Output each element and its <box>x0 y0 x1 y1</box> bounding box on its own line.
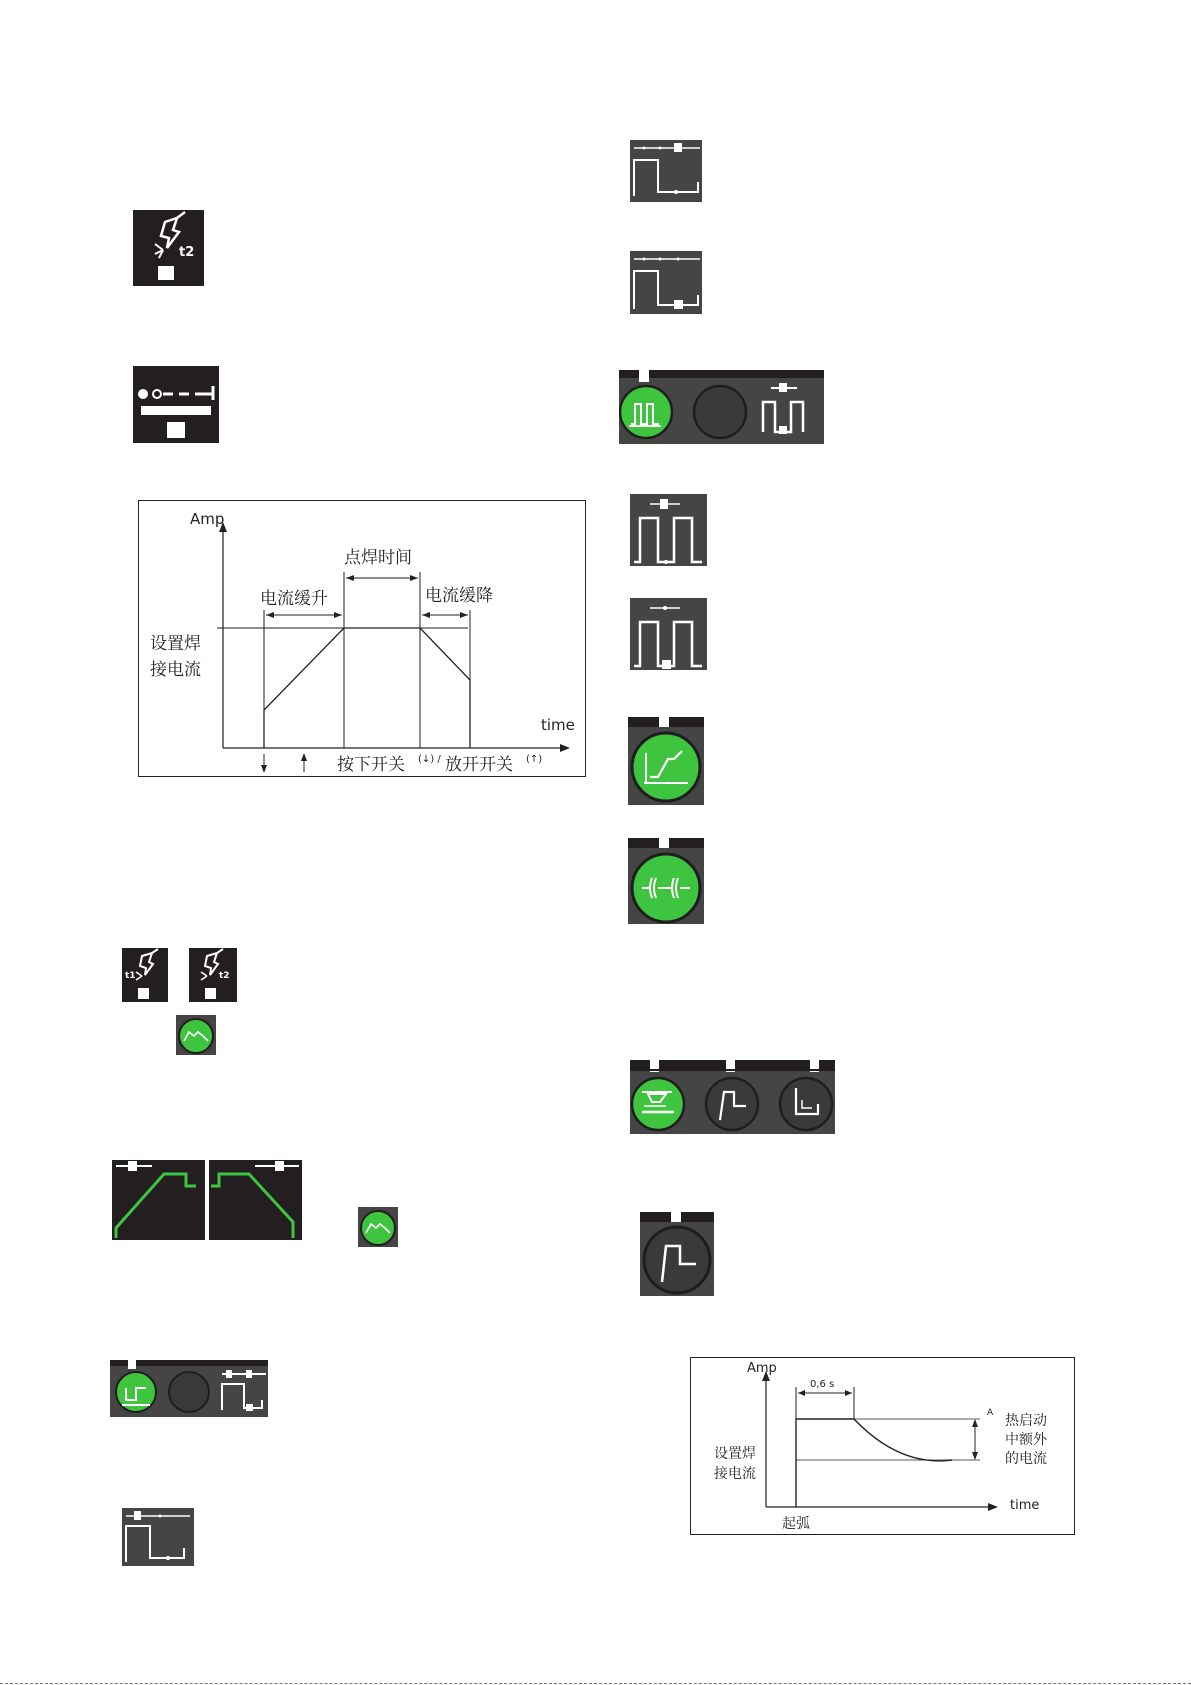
diagram2-marker: A <box>987 1408 994 1418</box>
hot-start-button-icon <box>640 1212 714 1296</box>
diagram2-arc-start: 起弧 <box>782 1516 810 1532</box>
diagram1-release-marker: (↑) <box>526 754 543 765</box>
square-wave-icon-top <box>630 140 702 202</box>
tig-mode-panel <box>630 1060 835 1134</box>
diagram2-set-current-line1: 设置焊 <box>714 1446 756 1462</box>
diagram1-amp-label: Amp <box>190 510 225 528</box>
spot-timer-icon <box>133 366 219 443</box>
diagram1-press-switch: 按下开关 <box>337 755 405 775</box>
torch-t2-label: t2 <box>179 245 195 260</box>
pulse-wave-icon-1 <box>630 494 707 566</box>
diagram2-extra-line1: 热启动 <box>1005 1413 1047 1429</box>
ramp-up-graph-icon <box>112 1160 205 1240</box>
diagram1-set-current-line2: 接电流 <box>150 660 201 680</box>
hot-start-diagram <box>690 1357 1076 1537</box>
ramp-down-graph-icon <box>209 1160 302 1240</box>
torch-t2-small-icon <box>189 948 237 1002</box>
diagram1-spot-time: 点焊时间 <box>344 548 412 568</box>
torch-t2-small-label: t2 <box>219 971 230 981</box>
torch-t2-icon <box>133 210 204 286</box>
diagram1-time-label: time <box>541 716 575 734</box>
diagram2-amp-label: Amp <box>747 1361 777 1376</box>
diagram2-time-label: time <box>1010 1498 1040 1513</box>
diagram2-duration: 0,6 s <box>810 1379 835 1390</box>
square-wave-icon-bottom <box>122 1508 194 1566</box>
square-wave-icon-second <box>630 251 702 314</box>
pulse-mode-panel <box>619 370 824 444</box>
pulse-wave-icon-2 <box>630 598 707 670</box>
spot-weld-time-diagram <box>138 500 587 780</box>
hump-button-icon-2 <box>358 1207 398 1247</box>
wave-mode-panel <box>110 1360 268 1417</box>
diagram2-extra-line2: 中额外 <box>1005 1432 1047 1448</box>
torch-t1-label: t1 <box>125 971 136 981</box>
diagram1-release-switch: 放开开关 <box>445 755 513 775</box>
diagram1-ramp-down: 电流缓降 <box>425 586 493 606</box>
diagram2-extra-line3: 的电流 <box>1005 1451 1047 1467</box>
rise-button-icon <box>628 717 704 805</box>
diagram1-set-current-line1: 设置焊 <box>150 634 201 654</box>
diagram2-set-current-line2: 接电流 <box>714 1466 756 1482</box>
diagram1-press-marker: (↓) / <box>418 754 441 765</box>
torch-t1-icon <box>122 948 168 1002</box>
diagram1-ramp-up: 电流缓升 <box>260 589 328 609</box>
coil-button-icon <box>628 838 704 924</box>
page-bottom-rule <box>0 1683 1191 1684</box>
hump-button-icon <box>176 1015 216 1055</box>
